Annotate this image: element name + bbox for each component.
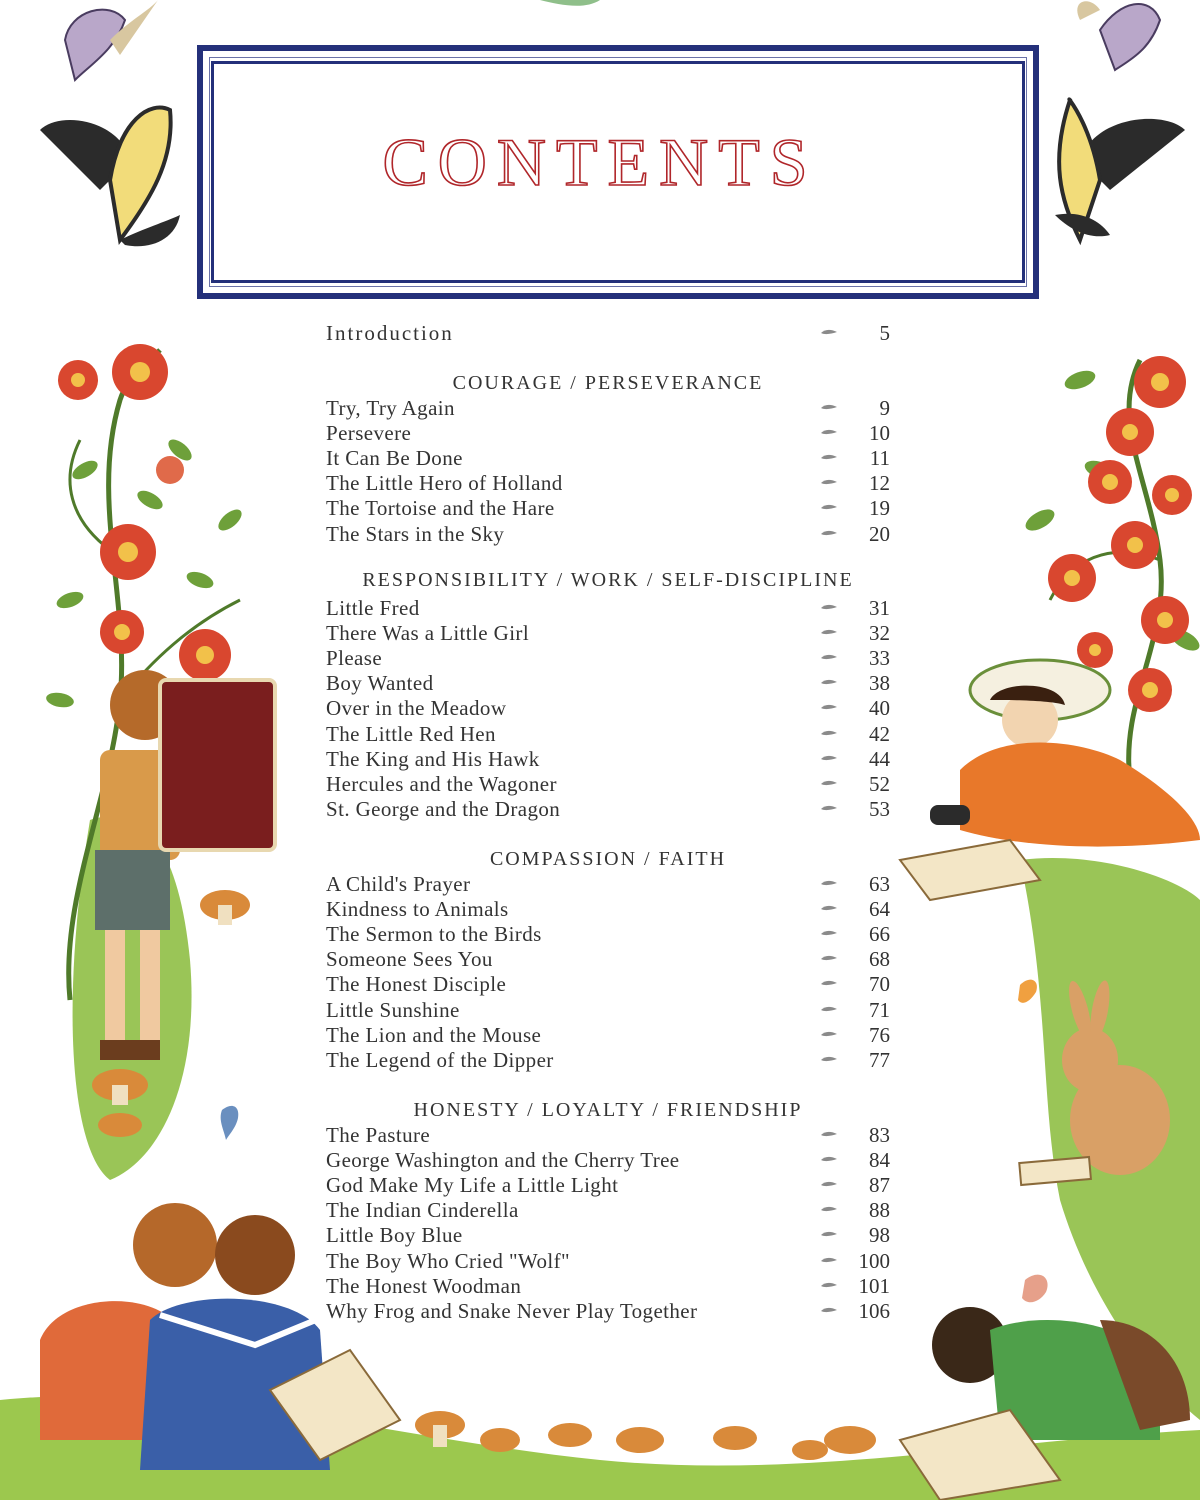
toc-entry-page: 100 [858, 1248, 890, 1273]
toc-entry-page: 32 [869, 621, 890, 646]
toc-entry-title: A Child's Prayer [326, 872, 471, 896]
section-heading: COMPASSION / FAITH [489, 848, 727, 870]
toc-entry-title: Please [326, 646, 383, 671]
toc-entry-title: Little Sunshine [326, 997, 460, 1022]
toc-entry-title: Over in the Meadow [326, 696, 507, 721]
toc-entry-page: 12 [869, 471, 890, 496]
toc-entry-page: 68 [869, 947, 890, 972]
butterfly-icon [221, 1106, 239, 1140]
toc-entry-title: The Pasture [326, 1123, 431, 1147]
toc-entry-title: The Honest Woodman [326, 1273, 522, 1298]
toc-entry-title: The Legend of the Dipper [326, 1047, 554, 1072]
toc-entry-page: 88 [869, 1198, 890, 1223]
butterfly-icon [65, 0, 158, 80]
toc-entry-title: It Can Be Done [326, 446, 463, 471]
toc-entry-title: The Lion and the Mouse [326, 1022, 542, 1047]
toc-entry-title: Someone Sees You [326, 947, 493, 972]
toc-entry-title: Persevere [326, 421, 412, 446]
toc-entry-page: 77 [869, 1047, 890, 1072]
toc-entry-page: 70 [869, 972, 890, 997]
toc-entry-title: Kindness to Animals [326, 897, 509, 922]
toc-entry-page: 33 [869, 646, 890, 671]
toc-entry-page: 53 [869, 796, 890, 821]
toc-entry-title: The Tortoise and the Hare [326, 496, 555, 521]
toc-entry-page: 101 [858, 1273, 890, 1298]
toc-entry-title: The Honest Disciple [326, 972, 507, 997]
butterfly-icon [540, 0, 600, 6]
toc-entry-page: 66 [869, 922, 890, 947]
toc-entry-title: The Little Red Hen [326, 721, 496, 746]
toc-entry-title: St. George and the Dragon [326, 796, 561, 821]
toc-entry-title: Little Boy Blue [326, 1223, 463, 1248]
section-heading: COURAGE / PERSEVERANCE [452, 372, 764, 394]
page-title: CONTENTS [382, 124, 818, 200]
toc-entry-title: Hercules and the Wagoner [326, 771, 557, 796]
toc-entry-page: 71 [869, 997, 890, 1022]
toc-entry-page: 84 [869, 1148, 890, 1173]
toc-entry-page: 11 [869, 446, 890, 471]
toc-entry-page: 63 [869, 872, 890, 896]
toc-entry-title: Little Fred [326, 596, 420, 620]
section-heading: HONESTY / LOYALTY / FRIENDSHIP [413, 1099, 803, 1121]
toc-entry-page: 87 [869, 1173, 890, 1198]
toc-entry-page: 10 [869, 421, 890, 446]
toc-entry-title: Why Frog and Snake Never Play Together [326, 1298, 698, 1323]
butterfly-icon [1018, 980, 1037, 1003]
toc-entry-page: 38 [869, 671, 890, 696]
toc-entry-page: 52 [869, 771, 890, 796]
toc-entry-title: George Washington and the Cherry Tree [326, 1148, 680, 1173]
toc-entry-title: God Make My Life a Little Light [326, 1173, 619, 1198]
children-reading-icon [40, 1203, 400, 1470]
toc-entry-page: 20 [869, 521, 890, 546]
toc-entry-page: 83 [869, 1123, 890, 1147]
toc-entry-title: The Stars in the Sky [326, 521, 505, 546]
toc-entry-page: 5 [879, 321, 890, 345]
section-heading: RESPONSIBILITY / WORK / SELF-DISCIPLINE [362, 569, 854, 591]
toc-entry-page: 64 [869, 897, 890, 922]
toc-entry-page: 31 [869, 596, 890, 620]
toc-entry-title: Introduction [326, 321, 454, 345]
toc-entry-title: The Boy Who Cried "Wolf" [326, 1248, 570, 1273]
toc-entry-title: Boy Wanted [326, 671, 434, 696]
toc-entry-page: 106 [858, 1298, 890, 1323]
butterfly-icon [1022, 1275, 1048, 1303]
toc-entry-title: The King and His Hawk [326, 746, 540, 771]
butterfly-icon [1077, 1, 1160, 70]
toc-entry-title: The Sermon to the Birds [326, 922, 542, 947]
toc-entry-page: 40 [869, 696, 890, 721]
toc-entry-title: Try, Try Again [326, 396, 455, 420]
toc-entry-page: 42 [869, 721, 890, 746]
toc-entry-page: 19 [869, 496, 890, 521]
toc-entry-page: 9 [879, 396, 890, 420]
toc-entry-page: 76 [869, 1022, 890, 1047]
toc-entry-title: There Was a Little Girl [326, 621, 530, 646]
toc-entry-title: The Little Hero of Holland [326, 471, 563, 496]
toc-entry-page: 98 [869, 1223, 890, 1248]
toc-entry-title: The Indian Cinderella [326, 1198, 519, 1223]
toc-entry-page: 44 [869, 746, 890, 771]
